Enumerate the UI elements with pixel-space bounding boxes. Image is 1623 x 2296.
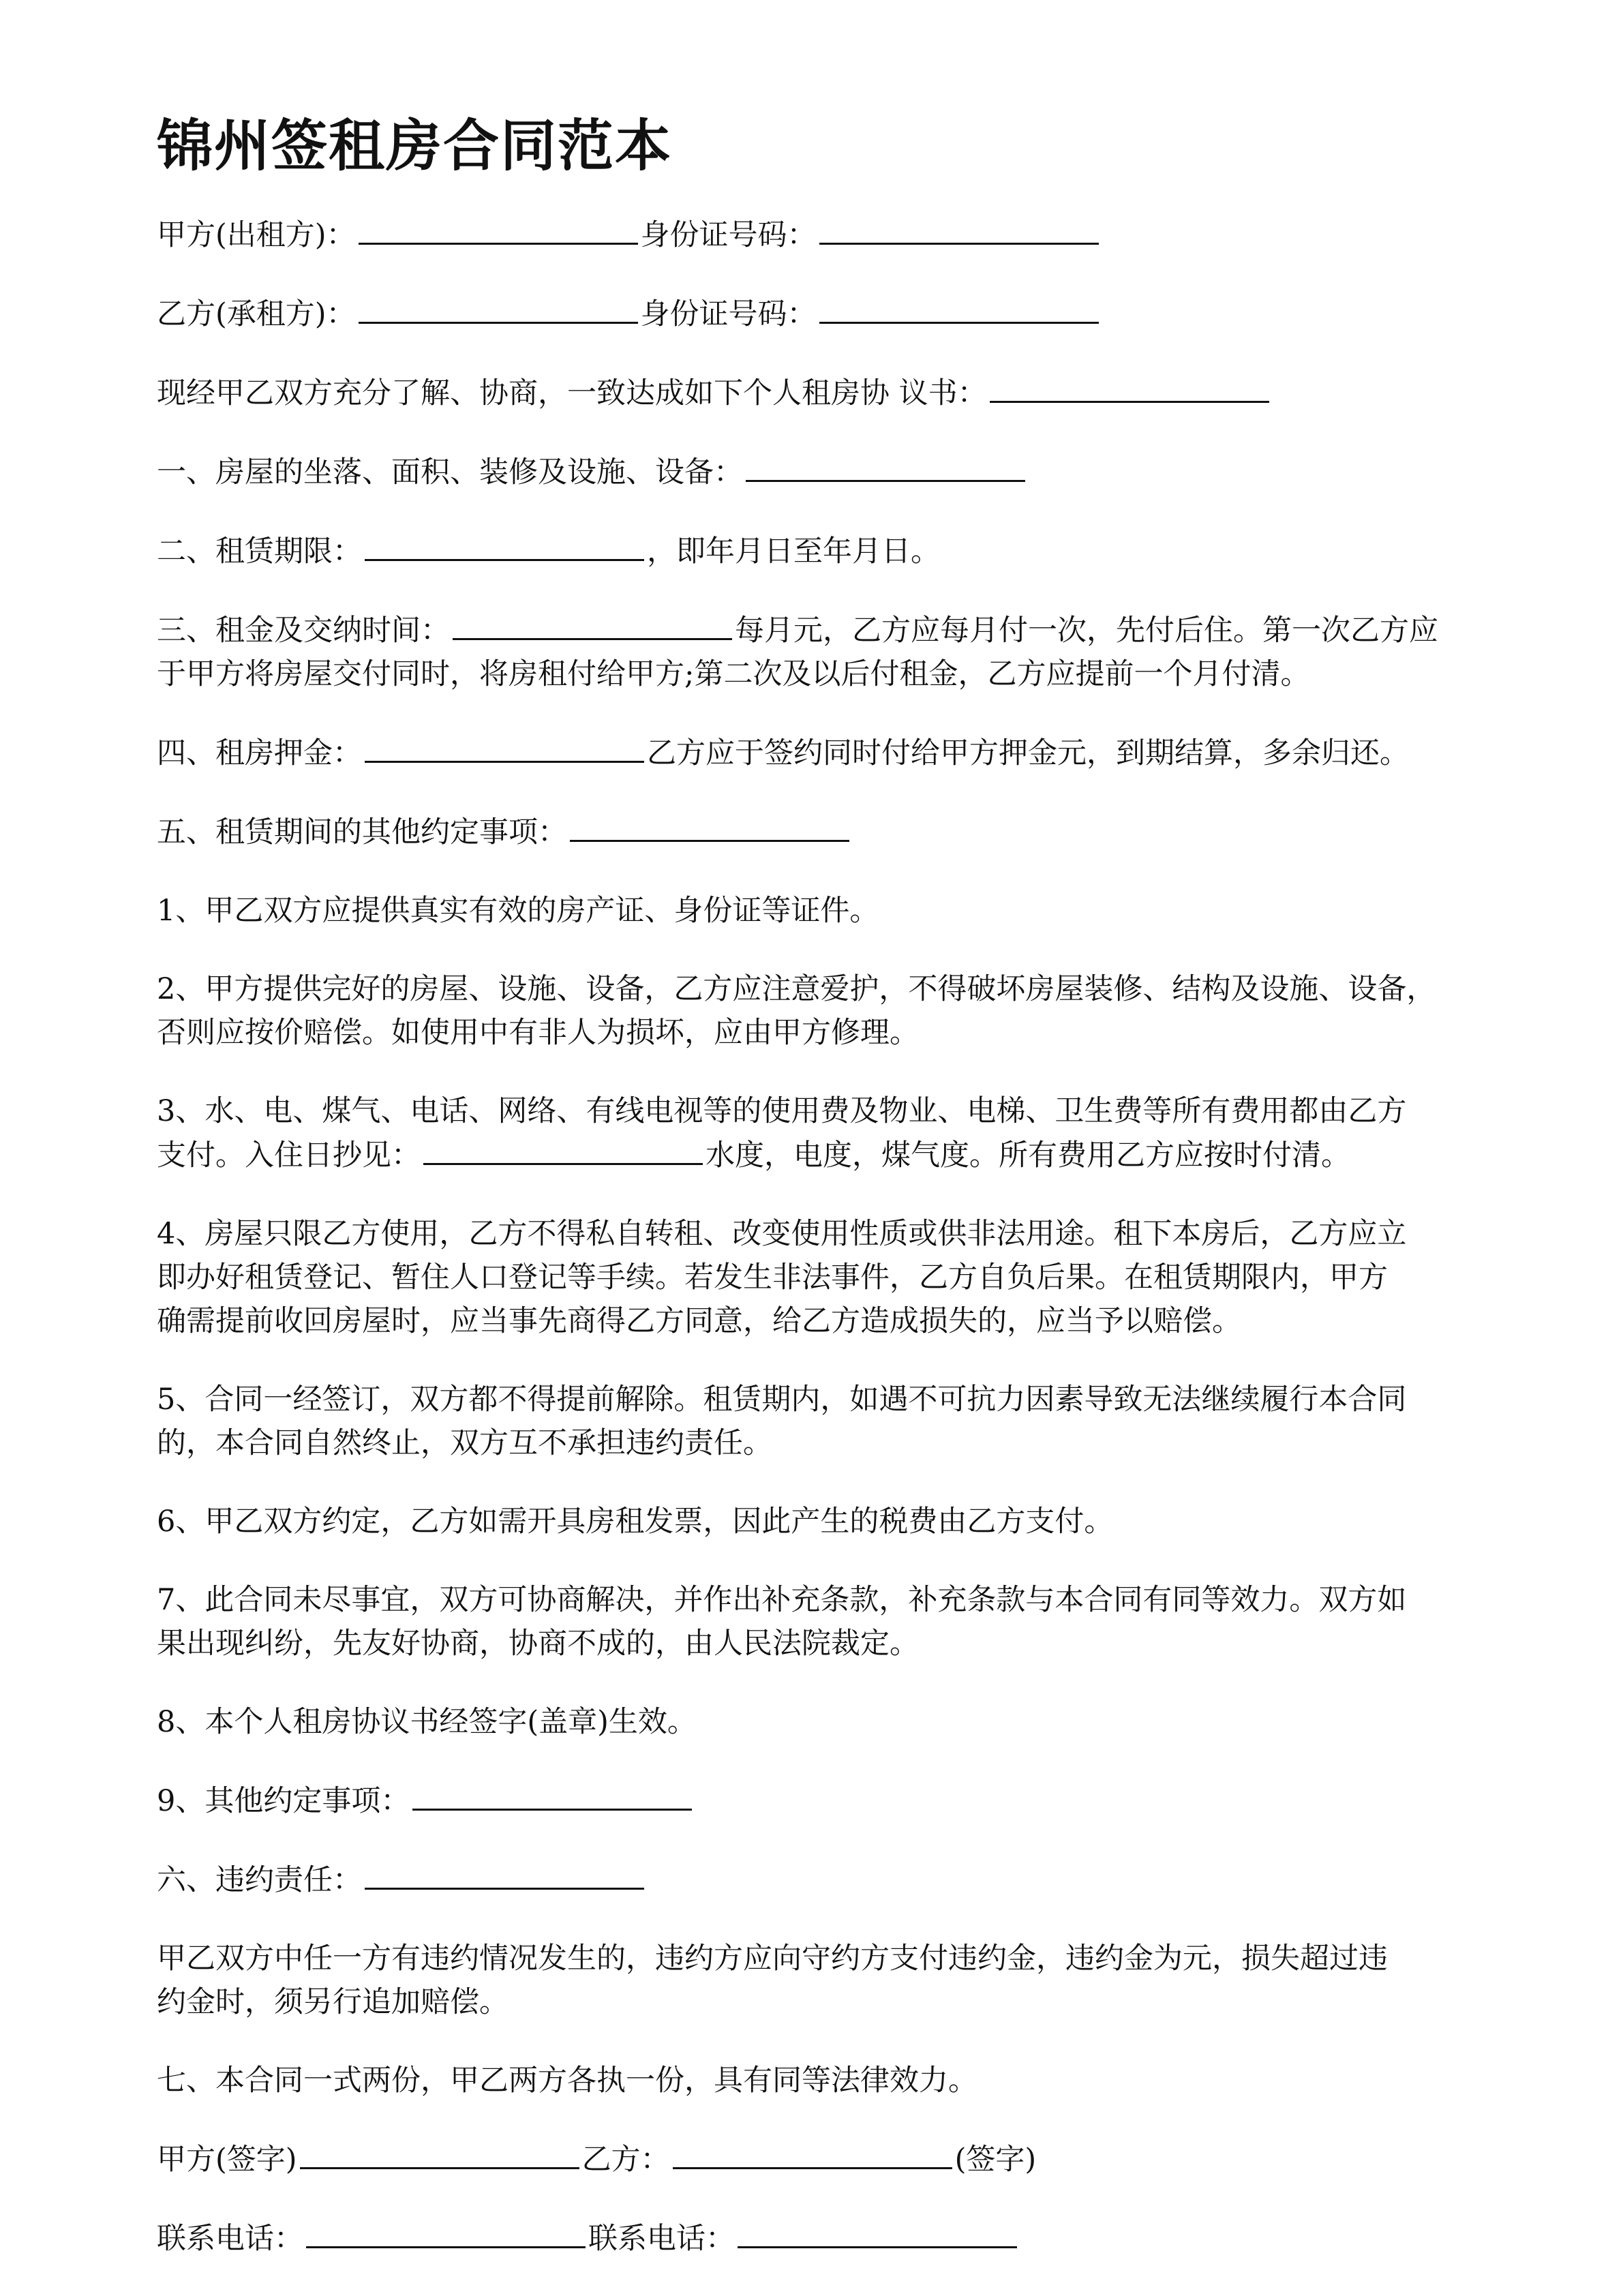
item-4-line-1: 4、房屋只限乙方使用，乙方不得私自转租、改变使用性质或供非法用途。租下本房后，乙方应立 bbox=[157, 1217, 1407, 1251]
item-3 bbox=[157, 1089, 1548, 1177]
item-3-prefix: 支付。入住日抄见： bbox=[157, 1138, 421, 1173]
intro-paragraph bbox=[157, 371, 1548, 415]
item-2-line-1: 2、甲方提供完好的房屋、设施、设备，乙方应注意爱护，不得破坏房屋装修、结构及设施、设备， bbox=[157, 972, 1436, 1006]
party-a-phone-label: 联系电话： bbox=[157, 2222, 303, 2256]
clause-6-blank bbox=[365, 1858, 644, 1890]
party-b-phone-blank bbox=[738, 2216, 1017, 2248]
party-b-id-label: 身份证号码： bbox=[640, 297, 817, 331]
party-a-row bbox=[157, 213, 1548, 257]
clause-1-text: 一、房屋的坐落、面积、装修及设施、设备： bbox=[157, 455, 743, 489]
intro-text: 现经甲乙双方充分了解、协商，一致达成如下个人租房协 议书： bbox=[157, 376, 987, 410]
item-8: 8、本个人租房协议书经签字(盖章)生效。 bbox=[157, 1705, 697, 1739]
clause-4 bbox=[157, 731, 1548, 775]
party-b-id-blank bbox=[819, 292, 1099, 324]
party-a-phone-blank bbox=[306, 2216, 586, 2248]
clause-3-prefix: 三、租金及交纳时间： bbox=[157, 614, 450, 648]
party-b-sign-suffix: (签字) bbox=[954, 2143, 1037, 2177]
clause-4-suffix: 乙方应于签约同时付给甲方押金元，到期结算，多余归还。 bbox=[647, 736, 1409, 770]
meter-reading-blank bbox=[423, 1133, 703, 1165]
clause-5-text: 五、租赁期间的其他约定事项： bbox=[157, 815, 567, 849]
clause-1 bbox=[157, 450, 1548, 494]
item-9-blank bbox=[412, 1779, 692, 1811]
clause-5 bbox=[157, 810, 1548, 854]
party-b-name-blank bbox=[359, 292, 638, 324]
item-4-line-2: 即办好租赁登记、暂住人口登记等手续。若发生非法事件，乙方自负后果。在租赁期限内，甲方 bbox=[157, 1260, 1388, 1295]
clause-7: 七、本合同一式两份，甲乙两方各执一份，具有同等法律效力。 bbox=[157, 2064, 977, 2098]
clause-3 bbox=[157, 608, 1548, 696]
party-a-id-label: 身份证号码： bbox=[640, 218, 817, 252]
item-2-line-2: 否则应按价赔偿。如使用中有非人为损坏，应由甲方修理。 bbox=[157, 1016, 919, 1050]
item-9 bbox=[157, 1779, 1548, 1823]
clause-3-suffix: 每月元，乙方应每月付一次，先付后住。第一次乙方应 bbox=[735, 614, 1438, 648]
item-9-text: 9、其他约定事项： bbox=[157, 1784, 410, 1818]
item-1: 1、甲乙双方应提供真实有效的房产证、身份证等证件。 bbox=[157, 894, 879, 928]
party-b-label: 乙方(承租方)： bbox=[157, 297, 356, 331]
party-a-sign-label: 甲方(签字) bbox=[157, 2143, 297, 2177]
document-title: 锦州签租房合同范本 bbox=[157, 114, 673, 179]
item-5-line-2: 的，本合同自然终止，双方互不承担违约责任。 bbox=[157, 1426, 772, 1460]
item-3-suffix: 水度，电度，煤气度。所有费用乙方应按时付清。 bbox=[706, 1138, 1350, 1173]
item-7-line-1: 7、此合同未尽事宜，双方可协商解决，并作出补充条款，补充条款与本合同有同等效力。双方如 bbox=[157, 1583, 1407, 1617]
item-5-line-1: 5、合同一经签订，双方都不得提前解除。租赁期内，如遇不可抗力因素导致无法继续履行本合同 bbox=[157, 1383, 1407, 1417]
party-a-label: 甲方(出租方)： bbox=[157, 218, 356, 252]
clause-2-suffix: ，即年月日至年月日。 bbox=[647, 534, 940, 569]
clause-4-prefix: 四、租房押金： bbox=[157, 736, 362, 770]
clause-3-line-2: 于甲方将房屋交付同时，将房租付给甲方;第二次及以后付租金，乙方应提前一个月付清。 bbox=[157, 657, 1310, 691]
item-7-line-2: 果出现纠纷，先友好协商，协商不成的，由人民法院裁定。 bbox=[157, 1627, 919, 1661]
item-4-line-3: 确需提前收回房屋时，应当事先商得乙方同意，给乙方造成损失的，应当予以赔偿。 bbox=[157, 1304, 1241, 1338]
clause-2-blank bbox=[365, 529, 644, 561]
breach-line-2: 约金时，须另行追加赔偿。 bbox=[157, 1985, 509, 2019]
breach-line-1: 甲乙双方中任一方有违约情况发生的，违约方应向守约方支付违约金，违约金为元，损失超过违 bbox=[157, 1942, 1388, 1976]
party-b-phone-label: 联系电话： bbox=[588, 2222, 735, 2256]
clause-3-blank bbox=[453, 608, 732, 640]
clause-4-blank bbox=[365, 731, 644, 763]
clause-6-text: 六、违约责任： bbox=[157, 1863, 362, 1897]
clause-5-blank bbox=[570, 810, 849, 842]
item-6: 6、甲乙双方约定，乙方如需开具房租发票，因此产生的税费由乙方支付。 bbox=[157, 1505, 1114, 1539]
party-a-name-blank bbox=[359, 213, 638, 245]
item-4 bbox=[157, 1212, 1548, 1343]
breach-paragraph bbox=[157, 1937, 1548, 2024]
party-b-row bbox=[157, 292, 1548, 336]
item-3-line-1: 3、水、电、煤气、电话、网络、有线电视等的使用费及物业、电梯、卫生费等所有费用都由乙方 bbox=[157, 1094, 1407, 1128]
clause-3-line-1 bbox=[157, 608, 1548, 652]
clause-1-blank bbox=[746, 450, 1025, 482]
phone-row bbox=[157, 2216, 1548, 2261]
intro-blank bbox=[990, 371, 1269, 403]
party-b-sign-blank bbox=[673, 2137, 952, 2169]
clause-2-prefix: 二、租赁期限： bbox=[157, 534, 362, 569]
item-7 bbox=[157, 1578, 1548, 1665]
clause-2 bbox=[157, 529, 1548, 573]
item-5 bbox=[157, 1378, 1548, 1465]
party-a-id-blank bbox=[819, 213, 1099, 245]
item-2 bbox=[157, 967, 1548, 1055]
item-3-line-2 bbox=[157, 1133, 1548, 1177]
signature-row bbox=[157, 2137, 1548, 2181]
clause-6 bbox=[157, 1858, 1548, 1902]
party-a-sign-blank bbox=[300, 2137, 579, 2169]
party-b-sign-label: 乙方： bbox=[581, 2143, 670, 2177]
